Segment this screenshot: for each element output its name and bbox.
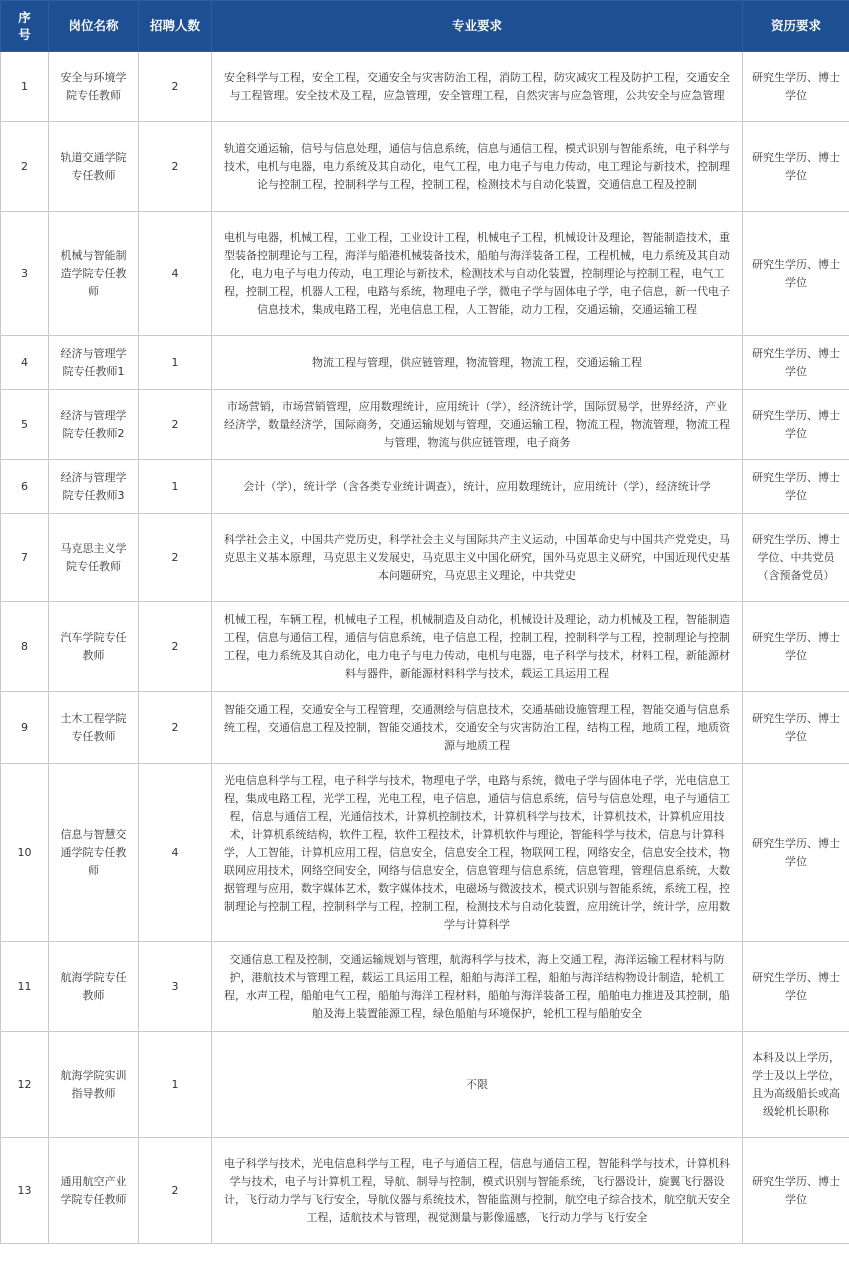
- table-row: [1, 212, 849, 336]
- row-qualification: 研究生学历、博士学位: [743, 460, 849, 514]
- row-headcount: 2: [139, 1138, 212, 1244]
- table-row: [1, 764, 849, 942]
- row-major: 科学社会主义，中国共产党历史，科学社会主义与国际共产主义运动，中国革命史与中国共产党党史，马克思主义基本原理，马克思主义发展史，马克思主义中国化研究，国外马克思主义研究，中国近现代史基本问题研究，马克思主义理论，中共党史: [212, 514, 743, 602]
- row-position: 土木工程学院专任教师: [49, 692, 139, 764]
- table-row: [1, 514, 849, 602]
- row-major: 轨道交通运输，信号与信息处理，通信与信息系统，信息与通信工程，模式识别与智能系统，电子科学与技术，电机与电器，电力系统及其自动化，电气工程，电力电子与电力传动，电工理论与新技术，控制理论与控制工程，控制科学与工程，控制工程，检测技术与自动化装置，交通信息工程及控制: [212, 122, 743, 212]
- row-position: 机械与智能制造学院专任教师: [49, 212, 139, 336]
- row-headcount: 2: [139, 602, 212, 692]
- row-index: 10: [1, 764, 49, 942]
- table-row: [1, 460, 849, 514]
- table-header-row: [1, 1, 849, 52]
- row-headcount: 1: [139, 336, 212, 390]
- header-position: 岗位名称: [49, 1, 139, 52]
- row-qualification: 研究生学历、博士学位: [743, 942, 849, 1032]
- table-row: [1, 942, 849, 1032]
- row-qualification: 研究生学历、博士学位、中共党员（含预备党员）: [743, 514, 849, 602]
- row-major: 会计（学），统计学（含各类专业统计调查），统计，应用数理统计，应用统计（学），经济统计学: [212, 460, 743, 514]
- table-row: [1, 52, 849, 122]
- row-qualification: 研究生学历、博士学位: [743, 336, 849, 390]
- row-headcount: 2: [139, 122, 212, 212]
- row-major: 电机与电器，机械工程，工业工程，工业设计工程，机械电子工程，机械设计及理论，智能制造技术，重型装备控制理论与工程，海洋与船港机械装备技术，船舶与海洋装备工程，工程机械，电力系统及其自动化，电力电子与电力传动，电工理论与新技术，检测技术与自动化装置，控制理论与控制工程，电气工程，控制工程，机器人工程，电路与系统，物理电子学，微电子学与固体电子学，电子信息，新一代电子信息技术，集成电路工程，光电信息工程，人工智能，动力工程，交通运输，交通运输工程: [212, 212, 743, 336]
- table-row: [1, 390, 849, 460]
- row-index: 13: [1, 1138, 49, 1244]
- row-position: 经济与管理学院专任教师3: [49, 460, 139, 514]
- row-position: 安全与环境学院专任教师: [49, 52, 139, 122]
- row-position: 信息与智慧交通学院专任教师: [49, 764, 139, 942]
- row-index: 7: [1, 514, 49, 602]
- row-position: 经济与管理学院专任教师1: [49, 336, 139, 390]
- row-index: 3: [1, 212, 49, 336]
- row-major: 智能交通工程，交通安全与工程管理，交通测绘与信息技术，交通基础设施管理工程，智能交通与信息系统工程，交通信息工程及控制，智能交通技术，交通安全与灾害防治工程，结构工程，地质工程，地质资源与地质工程: [212, 692, 743, 764]
- header-qualification: 资历要求: [743, 1, 849, 52]
- row-index: 4: [1, 336, 49, 390]
- row-headcount: 4: [139, 212, 212, 336]
- row-qualification: 研究生学历、博士学位: [743, 602, 849, 692]
- header-headcount: 招聘人数: [139, 1, 212, 52]
- row-qualification: 研究生学历、博士学位: [743, 212, 849, 336]
- table-row: [1, 122, 849, 212]
- row-major: 安全科学与工程，安全工程，交通安全与灾害防治工程，消防工程，防灾减灾工程及防护工程，交通安全与工程管理。安全技术及工程，应急管理，安全管理工程，自然灾害与应急管理，公共安全与应急管理: [212, 52, 743, 122]
- row-index: 9: [1, 692, 49, 764]
- row-qualification: 研究生学历、博士学位: [743, 122, 849, 212]
- row-headcount: 2: [139, 52, 212, 122]
- table-row: [1, 692, 849, 764]
- row-headcount: 3: [139, 942, 212, 1032]
- row-index: 2: [1, 122, 49, 212]
- row-position: 航海学院实训指导教师: [49, 1032, 139, 1138]
- row-position: 轨道交通学院专任教师: [49, 122, 139, 212]
- row-major: 市场营销，市场营销管理，应用数理统计，应用统计（学），经济统计学，国际贸易学，世界经济，产业经济学，数量经济学，国际商务，交通运输规划与管理，交通运输工程，物流工程，物流管理，物流工程与管理，物流与供应链管理，电子商务: [212, 390, 743, 460]
- row-qualification: 本科及以上学历，学士及以上学位，且为高级船长或高级轮机长职称: [743, 1032, 849, 1138]
- table-row: [1, 1032, 849, 1138]
- row-major: 物流工程与管理，供应链管理，物流管理，物流工程，交通运输工程: [212, 336, 743, 390]
- row-index: 6: [1, 460, 49, 514]
- row-headcount: 2: [139, 692, 212, 764]
- row-index: 1: [1, 52, 49, 122]
- row-position: 马克思主义学院专任教师: [49, 514, 139, 602]
- row-index: 11: [1, 942, 49, 1032]
- row-qualification: 研究生学历、博士学位: [743, 764, 849, 942]
- row-position: 通用航空产业学院专任教师: [49, 1138, 139, 1244]
- row-major: 交通信息工程及控制，交通运输规划与管理，航海科学与技术，海上交通工程，海洋运输工程材料与防护，港航技术与管理工程，载运工具运用工程，船舶与海洋工程，船舶与海洋结构物设计制造，轮机工程，水声工程，船舶电气工程，船舶与海洋工程材料，船舶与海洋装备工程，船舶电力推进及其控制，船舶及海上装置能源工程，绿色船舶与环境保护，轮机工程与船舶安全: [212, 942, 743, 1032]
- row-index: 8: [1, 602, 49, 692]
- table-row: [1, 1138, 849, 1244]
- row-qualification: 研究生学历、博士学位: [743, 1138, 849, 1244]
- row-major: 不限: [212, 1032, 743, 1138]
- row-major: 电子科学与技术，光电信息科学与工程，电子与通信工程，信息与通信工程，智能科学与技术，计算机科学与技术，电子与计算机工程，导航、制导与控制，模式识别与智能系统，飞行器设计，旋翼飞行器设计，飞行动力学与飞行安全，导航仪器与系统技术，智能监测与控制，航空电子综合技术，航空航天安全工程，适航技术与管理，视觉测量与影像遥感，飞行动力学与飞行安全: [212, 1138, 743, 1244]
- row-headcount: 2: [139, 390, 212, 460]
- row-index: 5: [1, 390, 49, 460]
- row-qualification: 研究生学历、博士学位: [743, 390, 849, 460]
- row-position: 航海学院专任教师: [49, 942, 139, 1032]
- row-headcount: 1: [139, 1032, 212, 1138]
- table-row: [1, 336, 849, 390]
- row-headcount: 4: [139, 764, 212, 942]
- row-position: 汽车学院专任教师: [49, 602, 139, 692]
- row-position: 经济与管理学院专任教师2: [49, 390, 139, 460]
- row-headcount: 1: [139, 460, 212, 514]
- row-qualification: 研究生学历、博士学位: [743, 692, 849, 764]
- table-row: [1, 602, 849, 692]
- row-qualification: 研究生学历、博士学位: [743, 52, 849, 122]
- row-headcount: 2: [139, 514, 212, 602]
- row-major: 光电信息科学与工程，电子科学与技术，物理电子学，电路与系统，微电子学与固体电子学，光电信息工程，集成电路工程，光学工程，光电工程，电子信息，通信与信息系统，信号与信息处理，电子与通信工程，信息与通信工程，光通信技术，计算机控制技术，计算机科学与技术，计算机技术，计算机应用技术，计算机系统结构，软件工程，软件工程技术，计算机软件与理论，智能科学与技术，信息与计算科学，人工智能，计算机应用工程，信息安全，信息安全工程，物联网工程，网络安全，信息安全技术，物联网应用技术，网络空间安全，网络与信息安全，信息管理与信息系统，信息管理，管理信息系统，大数据管理与应用，数字媒体艺术，数字媒体技术，电磁场与微波技术，模式识别与智能系统，系统工程，控制理论与控制工程，控制科学与工程，控制工程，检测技术与自动化装置，应用统计学，统计学，应用数学与计算科学: [212, 764, 743, 942]
- header-major: 专业要求: [212, 1, 743, 52]
- header-index: 序号: [1, 1, 49, 52]
- row-major: 机械工程，车辆工程，机械电子工程，机械制造及自动化，机械设计及理论，动力机械及工程，智能制造工程，信息与通信工程，通信与信息系统，电子信息工程，控制工程，控制科学与工程，控制理论与控制工程，电力系统及其自动化，电力电子与电力传动，电机与电器，电子科学与技术，材料工程，新能源材料与器件，新能源材料科学与技术，载运工具运用工程: [212, 602, 743, 692]
- row-index: 12: [1, 1032, 49, 1138]
